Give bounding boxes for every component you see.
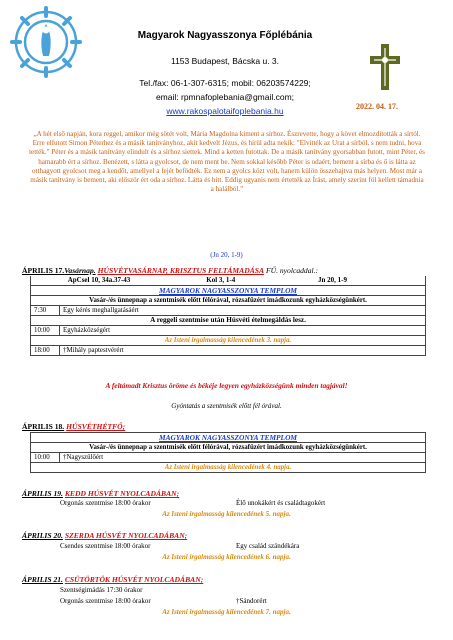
april17-day: Vasárnap. — [64, 266, 96, 275]
april19-mass: Orgonás szentmise 18:00 órakor — [60, 499, 151, 507]
gospel-quote: „A hét első napján, kora reggel, amikor még sötét volt, Mária Magdolna kiment a sírhoz. Észrevette, hogy a követ elmozdították a sírtól. Erre elfutott Simon Péterhez és a másik tanítványhoz, akit kedvelt Jézus, és hírül adta nekik: "Elvitték az Urat a sírból, s nem tudni, hova tették." Péter és a másik tanítvány elindult és a sírhoz siettek. Mind a ketten futottak. De a másik tanítvány gyorsabban futott, mint Péter, és hamarabb ért a sírhoz. Benézett, s látta a gyolcsot, de nem ment be. Nem sokkal később Péter is odaért, bement a sírba és ő is látta az otthagyott gyolcsot meg a kendőt, amellyel a fejét befödték. Ez nem a gyolcs közt volt, hanem külön összehajtva más helyen. Most már a másik tanítvány is bement, aki először ért oda a sírhoz. Látta és hitt. Eddig ugyanis nem értették az Írást, amely szerint föl kellett támadnia a halálból.” — [29, 130, 425, 194]
mercy-novena-note: Az Isteni irgalmasság kilencedének 4. napja. — [31, 463, 426, 473]
april18-heading — [22, 422, 125, 431]
april19-intention: Élő unokákért és családtagokért — [236, 499, 326, 507]
april21-mass: Orgonás szentmise 18:00 órakor — [60, 597, 151, 605]
mass-time: 18:00 — [31, 346, 60, 356]
april20-date: ÁPRILIS 20. — [22, 531, 63, 540]
april18-date: ÁPRILIS 18. — [22, 422, 65, 431]
april18-table — [30, 432, 426, 473]
april17-date: ÁPRILIS 17. — [22, 266, 65, 275]
parish-website-link[interactable]: www.rakospalotaifoplebania.hu — [166, 106, 284, 116]
parish-title: Magyarok Nagyasszonya Főplébánia — [137, 30, 313, 41]
april19-mercy: Az Isteni irgalmasság kilencedének 5. napja. — [162, 510, 291, 518]
bulletin-date: 2022. 04. 17. — [356, 102, 398, 111]
church-name: MAGYAROK NAGYASSZONYA TEMPLOM — [31, 433, 426, 443]
mass-row — [31, 346, 426, 356]
mass-row — [31, 326, 426, 336]
april20-mercy: Az Isteni irgalmasság kilencedének 6. napja. — [162, 553, 291, 561]
parish-address: 1153 Budapest, Bácska u. 3. — [170, 56, 280, 66]
april21-adoration: Szentségimádás 17:30 órakor — [60, 586, 143, 594]
rosary-note: Vasár-/és ünnepnap a szentmisék előtt félórával, rózsafüzért imádkozunk egyházközségünkért. — [31, 296, 426, 306]
reading-3: Jn 20, 1-9 — [318, 276, 347, 284]
april20-feast: SZERDA HÚSVÉT NYOLCADÁBAN; — [64, 531, 188, 540]
church-name: MAGYAROK NAGYASSZONYA TEMPLOM — [31, 286, 426, 296]
april19-date: ÁPRILIS 19. — [22, 489, 63, 498]
april21-heading — [22, 575, 203, 584]
mass-time: 7:30 — [31, 306, 60, 316]
april21-date: ÁPRILIS 21. — [22, 575, 63, 584]
mass-row — [31, 306, 426, 316]
mass-row — [31, 453, 426, 463]
april17-heading — [22, 266, 442, 275]
mass-intention: †Nagyszülőért — [60, 453, 426, 463]
easter-wish: A feltámadt Krisztus öröme és békéje legyen egyházközségünk minden tagjával! — [105, 381, 348, 390]
april19-heading — [22, 489, 179, 498]
reading-1: ApCsel 10, 34a.37-43 — [67, 276, 131, 284]
parish-logo — [10, 6, 82, 78]
readings-row — [31, 276, 426, 286]
mass-intention: Egy kérés meghallgatásáért — [60, 306, 426, 316]
mass-intention: †Mihály paptestvérért — [60, 346, 426, 356]
rosary-note: Vasár-/és ünnepnap a szentmisék előtt félórával, rózsafüzért imádkozunk egyházközségünkért. — [31, 443, 426, 453]
april21-mercy: Az Isteni irgalmasság kilencedének 7. napja. — [162, 608, 291, 616]
april21-feast: CSÜTÖRTÖK HÚSVÉT NYOLCADÁBAN; — [64, 575, 204, 584]
parish-email: email: rpmnafoplebania@gmail.com; — [155, 92, 295, 102]
mercy-novena-note: Az Isteni irgalmasság kilencedének 3. napja. — [31, 336, 426, 346]
food-blessing-note: A reggeli szentmise után Húsvéti ételmegáldás lesz. — [31, 316, 426, 326]
april21-intention: †Sándorért — [236, 597, 267, 605]
april19-feast: KEDD HÚSVÉT NYOLCADÁBAN; — [64, 489, 180, 498]
parish-phone: Tel./fax: 06-1-307-6315; mobil: 06203574229; — [139, 78, 311, 88]
gospel-citation: (Jn 20, 1-9) — [210, 251, 243, 259]
april20-mass: Csendes szentmise 18:00 órakor — [60, 542, 151, 550]
april18-feast: HÚSVÉTHÉTFŐ; — [66, 422, 126, 431]
cross-icon — [368, 42, 402, 92]
april17-suffix: FŰ. nyolcaddal.: — [265, 266, 319, 275]
mass-time: 10:00 — [31, 326, 60, 336]
reading-2: Kol 3, 1-4 — [206, 276, 236, 284]
april20-intention: Egy család szándékára — [236, 542, 300, 550]
mass-intention: Egyházközségért — [60, 326, 426, 336]
april17-feast: HÚSVÉTVASÁRNAP, KRISZTUS FELTÁMADÁSA — [97, 266, 265, 275]
april17-table — [30, 276, 426, 356]
mass-time: 10:00 — [31, 453, 60, 463]
confession-note: Gyóntatás a szentmisék előtt fél órával. — [171, 402, 282, 410]
april20-heading — [22, 531, 187, 540]
